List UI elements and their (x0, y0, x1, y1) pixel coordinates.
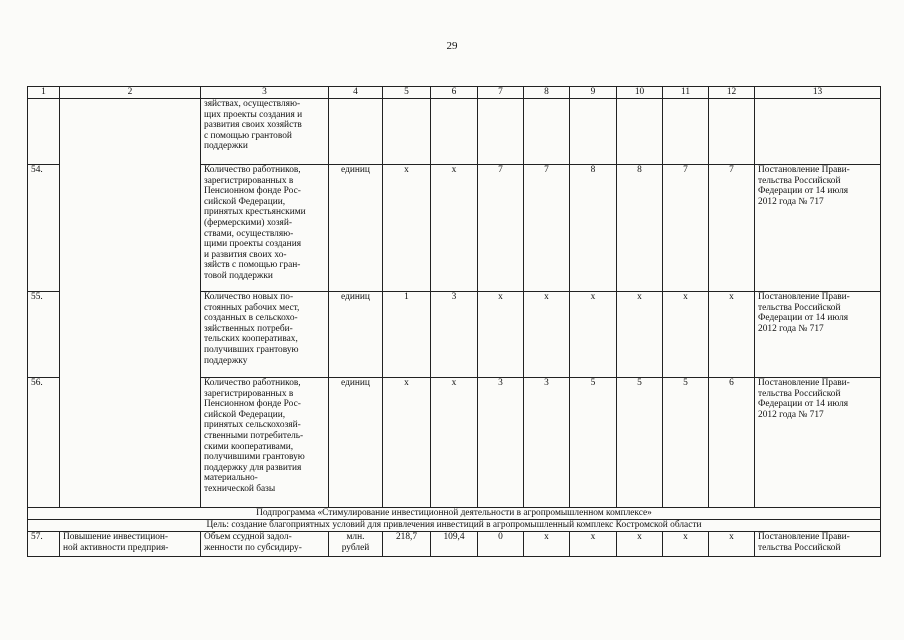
subprogram-title: Подпрограмма «Стимулирование инвестиционной деятельности в агропромышленном комплексе» (28, 508, 881, 520)
column-number: 7 (478, 87, 524, 99)
subprogram-row (28, 508, 881, 520)
year-value (478, 99, 524, 165)
unit: единиц (329, 165, 383, 292)
year-value: x (570, 292, 617, 378)
legal-basis (755, 99, 881, 165)
unit: единиц (329, 292, 383, 378)
year-value (383, 99, 431, 165)
row-number (28, 99, 60, 165)
column-number: 12 (709, 87, 755, 99)
year-value: 3 (524, 378, 570, 508)
year-value: x (524, 532, 570, 557)
year-value: x (431, 165, 478, 292)
year-value (709, 99, 755, 165)
year-value: x (663, 532, 709, 557)
year-value: 7 (478, 165, 524, 292)
column-number: 2 (60, 87, 201, 99)
year-value: x (617, 292, 663, 378)
indicator-description: Количество новых по- стоянных рабочих мест, созданных в сельскохо- зяйственных потреби- тельских кооперативах, получивших грантовую поддержку (201, 292, 329, 378)
year-value: 109,4 (431, 532, 478, 557)
row-number: 55. (28, 292, 60, 378)
year-value: x (383, 378, 431, 508)
year-value: 7 (663, 165, 709, 292)
year-value: 5 (663, 378, 709, 508)
column-number: 1 (28, 87, 60, 99)
year-value: 3 (478, 378, 524, 508)
goal-row (28, 520, 881, 532)
year-value: 218,7 (383, 532, 431, 557)
year-value (663, 99, 709, 165)
year-value: x (431, 378, 478, 508)
year-value: 5 (617, 378, 663, 508)
year-value: x (709, 532, 755, 557)
year-value: 7 (709, 165, 755, 292)
legal-basis: Постановление Прави- тельства Российской Федерации от 14 июля 2012 года № 717 (755, 165, 881, 292)
year-value: x (570, 532, 617, 557)
year-value: 6 (709, 378, 755, 508)
indicator-description: Количество работников, зарегистрированных в Пенсионном фонде Рос- сийской Федерации, принятых крестьянскими (фермерскими) хозяй- ствами, осуществляю- щими проекты создания и развития своих хо- зяйств с помощью гран- товой поддержки (201, 165, 329, 292)
legal-basis: Постановление Прави- тельства Российской Федерации от 14 июля 2012 года № 717 (755, 292, 881, 378)
column-number: 8 (524, 87, 570, 99)
legal-basis: Постановление Прави- тельства Российской (755, 532, 881, 557)
year-value (524, 99, 570, 165)
year-value: 0 (478, 532, 524, 557)
year-value: 1 (383, 292, 431, 378)
table-body (28, 87, 881, 557)
unit: единиц (329, 378, 383, 508)
legal-basis: Постановление Прави- тельства Российской Федерации от 14 июля 2012 года № 717 (755, 378, 881, 508)
row-number: 56. (28, 378, 60, 508)
column-number: 10 (617, 87, 663, 99)
column-number: 5 (383, 87, 431, 99)
column-number: 11 (663, 87, 709, 99)
indicator-description: зяйствах, осуществляю- щих проекты создания и развития своих хозяйств с помощью грантовой поддержки (201, 99, 329, 165)
year-value (570, 99, 617, 165)
year-value: 3 (431, 292, 478, 378)
column-number: 6 (431, 87, 478, 99)
year-value: x (663, 292, 709, 378)
table-row (28, 532, 881, 557)
page-number: 29 (446, 40, 458, 52)
row-number: 54. (28, 165, 60, 292)
year-value: 7 (524, 165, 570, 292)
indicator-description: Количество работников, зарегистрированных в Пенсионном фонде Рос- сийской Федерации, принятых сельскохозяй- ственными потребитель- скими кооперативами, получившими грантовую поддержку для развития материально- технической базы (201, 378, 329, 508)
column-number: 13 (755, 87, 881, 99)
indicator-description: Объем ссудной задол- женности по субсидиру- (201, 532, 329, 557)
goal-text: Цель: создание благоприятных условий для привлечения инвестиций в агропромышленный комплекс Костромской области (28, 520, 881, 532)
row-number: 57. (28, 532, 60, 557)
year-value: x (478, 292, 524, 378)
indicators-table (27, 86, 881, 557)
table-row (28, 99, 881, 165)
year-value: 5 (570, 378, 617, 508)
year-value: x (709, 292, 755, 378)
column-number: 3 (201, 87, 329, 99)
unit: млн. рублей (329, 532, 383, 557)
column-number-row (28, 87, 881, 99)
year-value (617, 99, 663, 165)
column-number: 4 (329, 87, 383, 99)
indicator-group-name: Повышение инвестицион- ной активности предприя- (60, 532, 201, 557)
column-number: 9 (570, 87, 617, 99)
year-value: x (617, 532, 663, 557)
year-value: x (383, 165, 431, 292)
indicator-group-name (60, 99, 201, 508)
unit (329, 99, 383, 165)
year-value: x (524, 292, 570, 378)
year-value: 8 (617, 165, 663, 292)
year-value (431, 99, 478, 165)
year-value: 8 (570, 165, 617, 292)
